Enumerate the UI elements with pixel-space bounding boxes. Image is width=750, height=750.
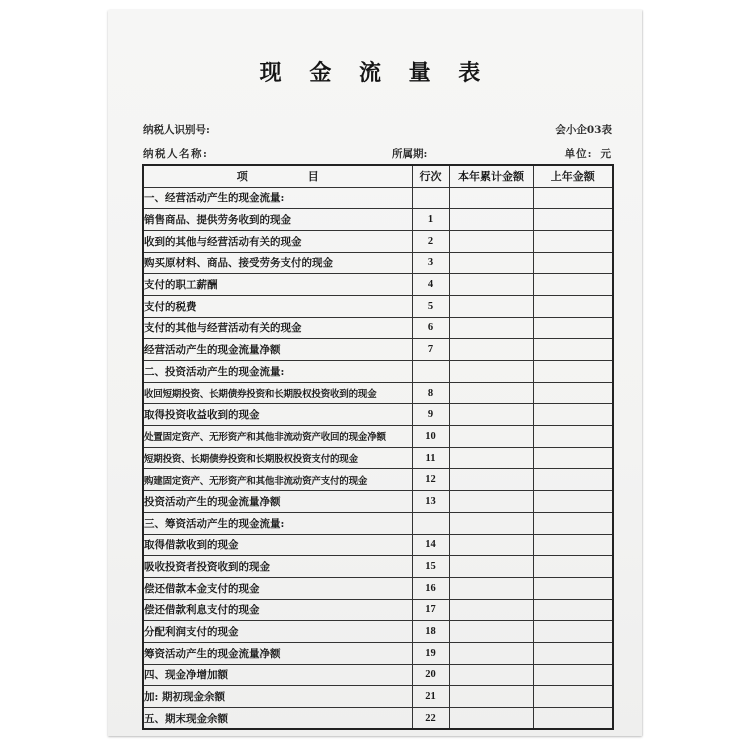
current-year-amount-cell[interactable] (449, 252, 533, 274)
table-section-row (143, 664, 613, 686)
table-row (143, 686, 613, 708)
previous-year-amount-cell[interactable] (533, 577, 613, 599)
row-line-number: 18 (412, 621, 449, 643)
row-item-label: 筹资活动产生的现金流量净额 (143, 642, 412, 664)
previous-year-amount-cell[interactable] (533, 534, 613, 556)
row-item-label: 经营活动产生的现金流量净额 (143, 339, 412, 361)
header-current-year: 本年累计金额 (449, 165, 533, 187)
current-year-amount-cell[interactable] (449, 577, 533, 599)
row-item-label: 四、现金净增加额 (143, 664, 412, 686)
table-row (143, 295, 613, 317)
unit-label: 单位: (564, 148, 593, 160)
current-year-amount-cell[interactable] (449, 361, 533, 383)
table-row (143, 274, 613, 296)
row-item-label: 五、期末现金余额 (143, 708, 412, 730)
previous-year-amount-cell[interactable] (533, 426, 613, 448)
cash-flow-table (142, 164, 614, 730)
current-year-amount-cell[interactable] (449, 447, 533, 469)
row-item-label: 支付的职工薪酬 (143, 274, 412, 296)
current-year-amount-cell[interactable] (449, 274, 533, 296)
table-row (143, 426, 613, 448)
current-year-amount-cell[interactable] (449, 469, 533, 491)
row-line-number: 15 (412, 556, 449, 578)
taxpayer-id-label: 纳税人识别号: (143, 124, 210, 136)
row-item-label: 投资活动产生的现金流量净额 (143, 491, 412, 513)
table-row (143, 556, 613, 578)
row-item-label: 购建固定资产、无形资产和其他非流动资产支付的现金 (143, 469, 412, 491)
current-year-amount-cell[interactable] (449, 382, 533, 404)
current-year-amount-cell[interactable] (449, 621, 533, 643)
form-number: 会小企03表 (555, 124, 612, 136)
row-item-label: 偿还借款本金支付的现金 (143, 577, 412, 599)
table-section-row (143, 708, 613, 730)
table-row (143, 534, 613, 556)
row-line-number: 1 (412, 209, 449, 231)
previous-year-amount-cell[interactable] (533, 491, 613, 513)
document-title: 现 金 流 量 表 (259, 60, 491, 86)
table-row (143, 404, 613, 426)
row-line-number: 2 (412, 230, 449, 252)
current-year-amount-cell[interactable] (449, 491, 533, 513)
table-row (143, 599, 613, 621)
table-row (143, 252, 613, 274)
current-year-amount-cell[interactable] (449, 187, 533, 209)
previous-year-amount-cell[interactable] (533, 209, 613, 231)
previous-year-amount-cell[interactable] (533, 512, 613, 534)
row-item-label: 吸收投资者投资收到的现金 (143, 556, 412, 578)
row-line-number: 12 (412, 469, 449, 491)
row-item-label: 收回短期投资、长期债券投资和长期股权投资收到的现金 (143, 382, 412, 404)
previous-year-amount-cell[interactable] (533, 295, 613, 317)
current-year-amount-cell[interactable] (449, 426, 533, 448)
previous-year-amount-cell[interactable] (533, 708, 613, 730)
table-row (143, 230, 613, 252)
previous-year-amount-cell[interactable] (533, 686, 613, 708)
row-item-label: 销售商品、提供劳务收到的现金 (143, 209, 412, 231)
row-item-label: 支付的其他与经营活动有关的现金 (143, 317, 412, 339)
current-year-amount-cell[interactable] (449, 664, 533, 686)
table-row (143, 447, 613, 469)
previous-year-amount-cell[interactable] (533, 382, 613, 404)
current-year-amount-cell[interactable] (449, 209, 533, 231)
current-year-amount-cell[interactable] (449, 230, 533, 252)
row-line-number: 14 (412, 534, 449, 556)
row-line-number: 21 (412, 686, 449, 708)
row-item-label: 收到的其他与经营活动有关的现金 (143, 230, 412, 252)
previous-year-amount-cell[interactable] (533, 339, 613, 361)
row-line-number: 19 (412, 642, 449, 664)
current-year-amount-cell[interactable] (449, 512, 533, 534)
table-row (143, 621, 613, 643)
table-row (143, 317, 613, 339)
row-line-number: 8 (412, 382, 449, 404)
row-line-number: 11 (412, 447, 449, 469)
row-line-number: 22 (412, 708, 449, 730)
current-year-amount-cell[interactable] (449, 556, 533, 578)
row-line-number: 5 (412, 295, 449, 317)
previous-year-amount-cell[interactable] (533, 230, 613, 252)
previous-year-amount-cell[interactable] (533, 599, 613, 621)
row-item-label: 取得投资收益收到的现金 (143, 404, 412, 426)
table-row (143, 209, 613, 231)
header-line-no: 行次 (412, 165, 449, 187)
row-line-number: 9 (412, 404, 449, 426)
row-line-number: 17 (412, 599, 449, 621)
table-section-row (143, 187, 613, 209)
table-row (143, 491, 613, 513)
table-row (143, 339, 613, 361)
period-label: 所属期: (392, 148, 428, 160)
row-item-label: 取得借款收到的现金 (143, 534, 412, 556)
previous-year-amount-cell[interactable] (533, 317, 613, 339)
current-year-amount-cell[interactable] (449, 317, 533, 339)
table-row (143, 469, 613, 491)
table-header-row (143, 165, 613, 187)
table-section-row (143, 361, 613, 383)
row-line-number (412, 187, 449, 209)
row-item-label: 二、投资活动产生的现金流量: (143, 361, 412, 383)
row-item-label: 处置固定资产、无形资产和其他非流动资产收回的现金净额 (143, 426, 412, 448)
previous-year-amount-cell[interactable] (533, 642, 613, 664)
table-section-row (143, 512, 613, 534)
current-year-amount-cell[interactable] (449, 642, 533, 664)
taxpayer-name-label: 纳税人名称: (143, 148, 209, 160)
row-item-label: 短期投资、长期债券投资和长期股权投资支付的现金 (143, 447, 412, 469)
current-year-amount-cell[interactable] (449, 339, 533, 361)
current-year-amount-cell[interactable] (449, 534, 533, 556)
row-line-number: 3 (412, 252, 449, 274)
row-line-number: 10 (412, 426, 449, 448)
paper-sheet (108, 10, 642, 736)
header-item: 项 目 (143, 165, 412, 187)
table-row (143, 577, 613, 599)
row-line-number: 6 (412, 317, 449, 339)
current-year-amount-cell[interactable] (449, 404, 533, 426)
row-line-number: 13 (412, 491, 449, 513)
previous-year-amount-cell[interactable] (533, 274, 613, 296)
table-row (143, 382, 613, 404)
row-line-number: 16 (412, 577, 449, 599)
row-line-number (412, 361, 449, 383)
header-previous-year: 上年金额 (533, 165, 613, 187)
row-line-number (412, 512, 449, 534)
row-item-label: 一、经营活动产生的现金流量: (143, 187, 412, 209)
row-item-label: 三、筹资活动产生的现金流量: (143, 512, 412, 534)
current-year-amount-cell[interactable] (449, 686, 533, 708)
row-item-label: 支付的税费 (143, 295, 412, 317)
unit-value: 元 (600, 148, 612, 160)
row-line-number: 4 (412, 274, 449, 296)
row-item-label: 加: 期初现金余额 (143, 686, 412, 708)
row-line-number: 7 (412, 339, 449, 361)
current-year-amount-cell[interactable] (449, 599, 533, 621)
previous-year-amount-cell[interactable] (533, 252, 613, 274)
row-item-label: 偿还借款利息支付的现金 (143, 599, 412, 621)
current-year-amount-cell[interactable] (449, 708, 533, 730)
previous-year-amount-cell[interactable] (533, 664, 613, 686)
unit-info (565, 146, 612, 161)
previous-year-amount-cell[interactable] (533, 404, 613, 426)
current-year-amount-cell[interactable] (449, 295, 533, 317)
previous-year-amount-cell[interactable] (533, 361, 613, 383)
previous-year-amount-cell[interactable] (533, 621, 613, 643)
row-line-number: 20 (412, 664, 449, 686)
previous-year-amount-cell[interactable] (533, 187, 613, 209)
table-row (143, 642, 613, 664)
row-item-label: 购买原材料、商品、接受劳务支付的现金 (143, 252, 412, 274)
previous-year-amount-cell[interactable] (533, 469, 613, 491)
previous-year-amount-cell[interactable] (533, 447, 613, 469)
row-item-label: 分配利润支付的现金 (143, 621, 412, 643)
previous-year-amount-cell[interactable] (533, 556, 613, 578)
